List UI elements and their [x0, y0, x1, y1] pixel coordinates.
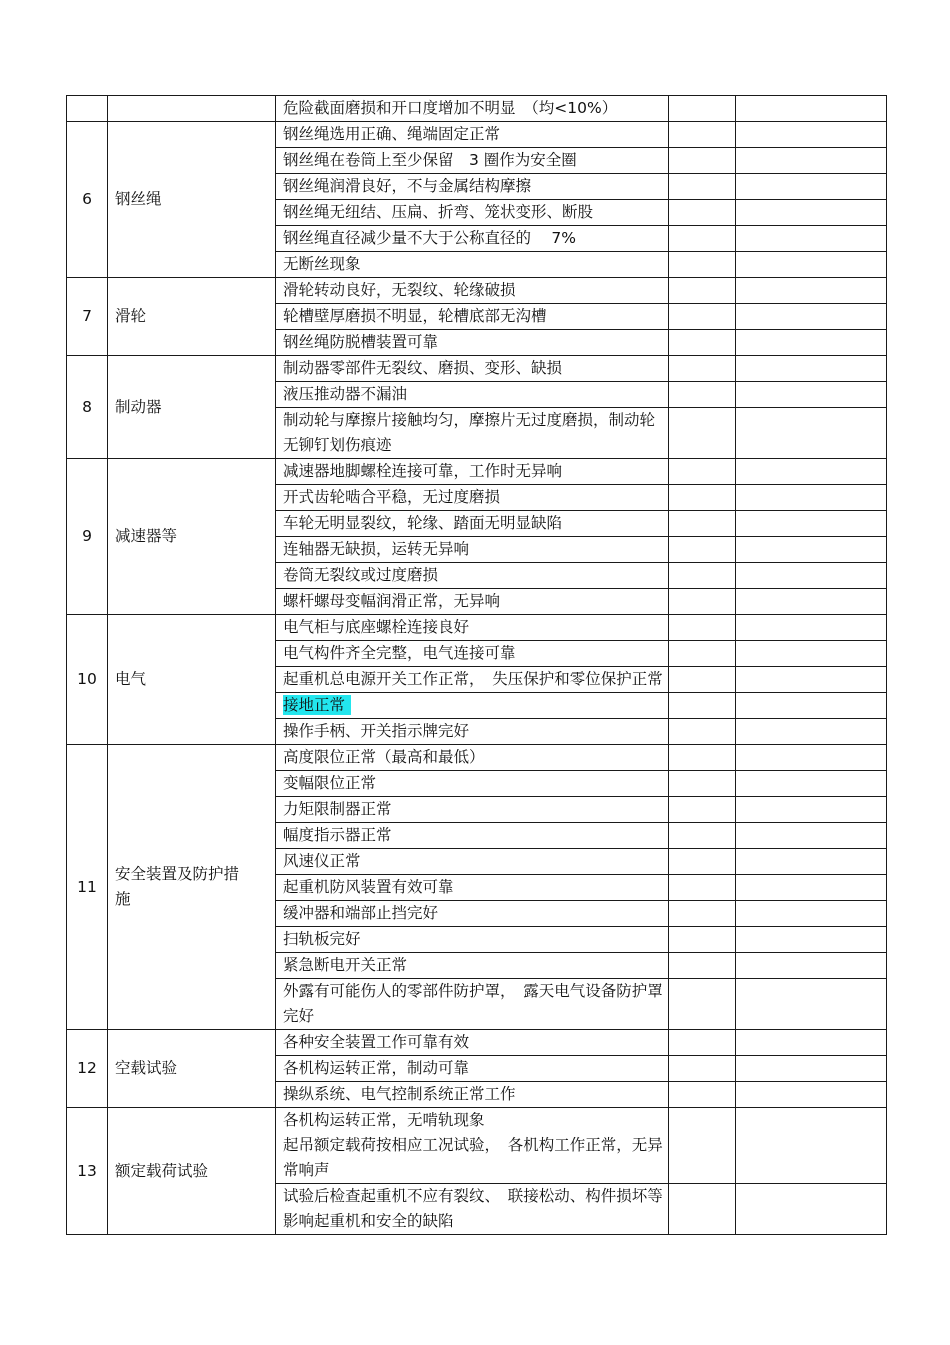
- requirement-cell: 幅度指示器正常: [276, 823, 669, 849]
- requirement-cell: 钢丝绳选用正确、绳端固定正常: [276, 122, 669, 148]
- item-number-cell: 8: [67, 356, 108, 459]
- remark-cell[interactable]: [736, 459, 887, 485]
- requirement-cell: 高度限位正常（最高和最低）: [276, 745, 669, 771]
- requirement-cell: 钢丝绳在卷筒上至少保留 3 圈作为安全圈: [276, 148, 669, 174]
- remark-cell[interactable]: [736, 304, 887, 330]
- requirement-line: 起吊额定载荷按相应工况试验， 各机构工作正常，无异常响声: [283, 1136, 663, 1179]
- result-cell[interactable]: [669, 1108, 736, 1184]
- result-cell[interactable]: [669, 1082, 736, 1108]
- item-number-cell: [67, 96, 108, 122]
- table-row: [67, 745, 887, 771]
- result-cell[interactable]: [669, 823, 736, 849]
- result-cell[interactable]: [669, 849, 736, 875]
- remark-cell[interactable]: [736, 953, 887, 979]
- result-cell[interactable]: [669, 719, 736, 745]
- item-name-cell: 额定载荷试验: [108, 1108, 276, 1235]
- remark-cell[interactable]: [736, 485, 887, 511]
- result-cell[interactable]: [669, 122, 736, 148]
- result-cell[interactable]: [669, 252, 736, 278]
- remark-cell[interactable]: [736, 667, 887, 693]
- requirement-cell: 卷筒无裂纹或过度磨损: [276, 563, 669, 589]
- remark-cell[interactable]: [736, 1056, 887, 1082]
- table-row: [67, 356, 887, 382]
- requirement-cell: 变幅限位正常: [276, 771, 669, 797]
- requirement-cell: 起重机防风装置有效可靠: [276, 875, 669, 901]
- requirement-cell: 电气柜与底座螺栓连接良好: [276, 615, 669, 641]
- remark-cell[interactable]: [736, 745, 887, 771]
- table-row: [67, 459, 887, 485]
- remark-cell[interactable]: [736, 330, 887, 356]
- result-cell[interactable]: [669, 927, 736, 953]
- requirement-cell: 缓冲器和端部止挡完好: [276, 901, 669, 927]
- remark-cell[interactable]: [736, 537, 887, 563]
- item-name-cell: 电气: [108, 615, 276, 745]
- remark-cell[interactable]: [736, 979, 887, 1030]
- item-name-cell: 空载试验: [108, 1030, 276, 1108]
- result-cell[interactable]: [669, 953, 736, 979]
- requirement-cell: 起重机总电源开关工作正常， 失压保护和零位保护正常: [276, 667, 669, 693]
- remark-cell[interactable]: [736, 1082, 887, 1108]
- result-cell[interactable]: [669, 979, 736, 1030]
- requirement-cell: 减速器地脚螺栓连接可靠，工作时无异响: [276, 459, 669, 485]
- requirement-cell: 钢丝绳直径减少量不大于公称直径的 7%: [276, 226, 669, 252]
- remark-cell[interactable]: [736, 1184, 887, 1235]
- item-name-cell: 减速器等: [108, 459, 276, 615]
- item-number-cell: 10: [67, 615, 108, 745]
- remark-cell[interactable]: [736, 823, 887, 849]
- result-cell[interactable]: [669, 148, 736, 174]
- requirement-cell: 风速仪正常: [276, 849, 669, 875]
- result-cell[interactable]: [669, 174, 736, 200]
- requirement-cell: 电气构件齐全完整，电气连接可靠: [276, 641, 669, 667]
- remark-cell[interactable]: [736, 641, 887, 667]
- remark-cell[interactable]: [736, 382, 887, 408]
- result-cell[interactable]: [669, 408, 736, 459]
- item-number-cell: 7: [67, 278, 108, 356]
- remark-cell[interactable]: [736, 901, 887, 927]
- remark-cell[interactable]: [736, 1108, 887, 1184]
- requirement-cell: 钢丝绳防脱槽装置可靠: [276, 330, 669, 356]
- requirement-cell: 车轮无明显裂纹，轮缘、踏面无明显缺陷: [276, 511, 669, 537]
- result-cell[interactable]: [669, 304, 736, 330]
- requirement-cell: 钢丝绳无纽结、压扁、折弯、笼状变形、断股: [276, 200, 669, 226]
- remark-cell[interactable]: [736, 252, 887, 278]
- result-cell[interactable]: [669, 96, 736, 122]
- table-row: [67, 278, 887, 304]
- remark-cell[interactable]: [736, 200, 887, 226]
- remark-cell[interactable]: [736, 797, 887, 823]
- requirement-cell: 开式齿轮啮合平稳，无过度磨损: [276, 485, 669, 511]
- result-cell[interactable]: [669, 537, 736, 563]
- requirement-cell: 各机构运转正常，制动可靠: [276, 1056, 669, 1082]
- requirement-cell: 滑轮转动良好，无裂纹、轮缘破损: [276, 278, 669, 304]
- table-row: [67, 122, 887, 148]
- item-number-cell: 12: [67, 1030, 108, 1108]
- result-cell[interactable]: [669, 563, 736, 589]
- result-cell[interactable]: [669, 511, 736, 537]
- remark-cell[interactable]: [736, 1030, 887, 1056]
- remark-cell[interactable]: [736, 96, 887, 122]
- result-cell[interactable]: [669, 797, 736, 823]
- requirement-cell: 无断丝现象: [276, 252, 669, 278]
- remark-cell[interactable]: [736, 589, 887, 615]
- inspection-checklist-table: [66, 95, 887, 1235]
- requirement-line: 各机构运转正常，无啃轨现象: [283, 1111, 485, 1129]
- table-row: [67, 1030, 887, 1056]
- remark-cell[interactable]: [736, 849, 887, 875]
- remark-cell[interactable]: [736, 927, 887, 953]
- requirement-cell: 液压推动器不漏油: [276, 382, 669, 408]
- requirement-cell: 危险截面磨损和开口度增加不明显 （均<10%）: [276, 96, 669, 122]
- requirement-cell: 各种安全装置工作可靠有效: [276, 1030, 669, 1056]
- table-row: [67, 1108, 887, 1184]
- remark-cell[interactable]: [736, 563, 887, 589]
- item-name-cell: 滑轮: [108, 278, 276, 356]
- requirement-cell: 螺杆螺母变幅润滑正常，无异响: [276, 589, 669, 615]
- item-number-cell: 11: [67, 745, 108, 1030]
- remark-cell[interactable]: [736, 356, 887, 382]
- remark-cell[interactable]: [736, 122, 887, 148]
- item-name-cell: [108, 96, 276, 122]
- table-row: [67, 615, 887, 641]
- requirement-cell: 连轴器无缺损，运转无异响: [276, 537, 669, 563]
- requirement-cell: [276, 693, 669, 719]
- remark-cell[interactable]: [736, 226, 887, 252]
- requirement-cell: 力矩限制器正常: [276, 797, 669, 823]
- item-number-cell: 13: [67, 1108, 108, 1235]
- remark-cell[interactable]: [736, 278, 887, 304]
- result-cell[interactable]: [669, 771, 736, 797]
- result-cell[interactable]: [669, 200, 736, 226]
- result-cell[interactable]: [669, 667, 736, 693]
- highlighted-text: 接地正常: [283, 695, 351, 715]
- result-cell[interactable]: [669, 226, 736, 252]
- result-cell[interactable]: [669, 875, 736, 901]
- result-cell[interactable]: [669, 693, 736, 719]
- requirement-cell: 制动器零部件无裂纹、磨损、变形、缺损: [276, 356, 669, 382]
- result-cell[interactable]: [669, 615, 736, 641]
- requirement-cell: 操纵系统、电气控制系统正常工作: [276, 1082, 669, 1108]
- result-cell[interactable]: [669, 382, 736, 408]
- remark-cell[interactable]: [736, 174, 887, 200]
- result-cell[interactable]: [669, 1184, 736, 1235]
- item-name-cell: 制动器: [108, 356, 276, 459]
- requirement-cell: 轮槽壁厚磨损不明显，轮槽底部无沟槽: [276, 304, 669, 330]
- result-cell[interactable]: [669, 589, 736, 615]
- result-cell[interactable]: [669, 485, 736, 511]
- item-name-cell: 钢丝绳: [108, 122, 276, 278]
- remark-cell[interactable]: [736, 875, 887, 901]
- requirement-cell: 试验后检查起重机不应有裂纹、 联接松动、构件损坏等影响起重机和安全的缺陷: [276, 1184, 669, 1235]
- remark-cell[interactable]: [736, 408, 887, 459]
- item-number-cell: 9: [67, 459, 108, 615]
- result-cell[interactable]: [669, 901, 736, 927]
- remark-cell[interactable]: [736, 148, 887, 174]
- requirement-cell: 紧急断电开关正常: [276, 953, 669, 979]
- remark-cell[interactable]: [736, 771, 887, 797]
- result-cell[interactable]: [669, 1030, 736, 1056]
- requirement-cell: [276, 1108, 669, 1184]
- requirement-cell: 外露有可能伤人的零部件防护罩， 露天电气设备防护罩完好: [276, 979, 669, 1030]
- requirement-cell: 操作手柄、开关指示牌完好: [276, 719, 669, 745]
- result-cell[interactable]: [669, 745, 736, 771]
- remark-cell[interactable]: [736, 693, 887, 719]
- requirement-cell: 扫轨板完好: [276, 927, 669, 953]
- requirement-cell: 制动轮与摩擦片接触均匀，摩擦片无过度磨损，制动轮无铆钉划伤痕迹: [276, 408, 669, 459]
- remark-cell[interactable]: [736, 719, 887, 745]
- result-cell[interactable]: [669, 356, 736, 382]
- result-cell[interactable]: [669, 330, 736, 356]
- item-name-cell: 安全装置及防护措施: [108, 745, 276, 1030]
- table-row: [67, 96, 887, 122]
- remark-cell[interactable]: [736, 615, 887, 641]
- requirement-cell: 钢丝绳润滑良好，不与金属结构摩擦: [276, 174, 669, 200]
- result-cell[interactable]: [669, 459, 736, 485]
- result-cell[interactable]: [669, 1056, 736, 1082]
- result-cell[interactable]: [669, 278, 736, 304]
- remark-cell[interactable]: [736, 511, 887, 537]
- item-number-cell: 6: [67, 122, 108, 278]
- result-cell[interactable]: [669, 641, 736, 667]
